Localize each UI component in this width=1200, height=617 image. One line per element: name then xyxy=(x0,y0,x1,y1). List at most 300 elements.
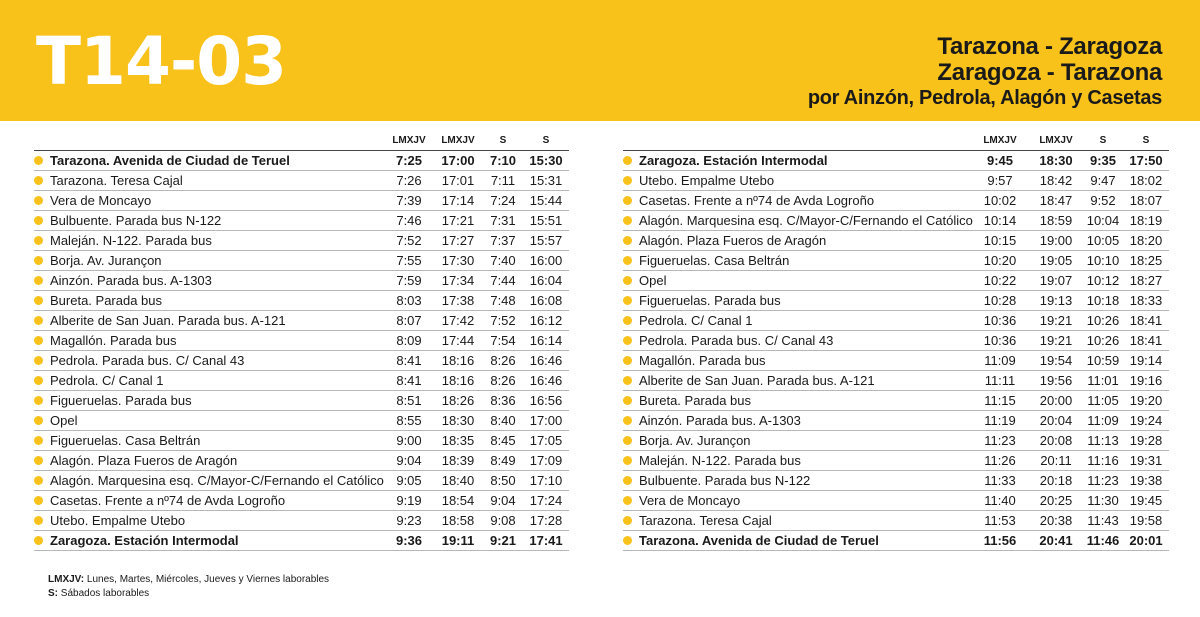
departure-time: 7:46 xyxy=(396,213,422,228)
departure-time: 9:35 xyxy=(1089,153,1117,168)
timetable-row xyxy=(34,251,569,271)
stop-name: Borja. Av. Jurançon xyxy=(50,253,162,268)
departure-time: 9:47 xyxy=(1090,173,1116,188)
column-header: LMXJV xyxy=(392,135,426,146)
legend-text-saturdays: Sábados laborables xyxy=(58,588,150,599)
departure-time: 11:23 xyxy=(984,433,1016,448)
stop-marker-icon xyxy=(623,456,632,465)
departure-time: 11:56 xyxy=(983,533,1017,548)
timetable-row xyxy=(623,271,1169,291)
column-headers xyxy=(34,131,569,150)
departure-time: 17:24 xyxy=(529,493,563,508)
legend-text-weekdays: Lunes, Martes, Miércoles, Jueves y Viernes laborables xyxy=(84,574,330,585)
departure-time: 11:11 xyxy=(984,373,1016,388)
departure-time: 20:08 xyxy=(1039,433,1073,448)
stop-marker-icon xyxy=(34,476,43,485)
stop-name: Zaragoza. Estación Intermodal xyxy=(50,533,239,548)
stop-name: Casetas. Frente a nº74 de Avda Logroño xyxy=(639,193,875,208)
legend-note-saturdays xyxy=(48,587,329,601)
stop-marker-icon xyxy=(34,316,43,325)
departure-time: 10:05 xyxy=(1086,233,1120,248)
departure-time: 18:59 xyxy=(1039,213,1073,228)
departure-time: 16:04 xyxy=(529,273,563,288)
legend-note-weekdays xyxy=(48,573,329,587)
departure-time: 7:24 xyxy=(490,193,516,208)
column-header: S xyxy=(499,135,507,146)
stop-marker-icon xyxy=(34,536,43,545)
departure-time: 20:25 xyxy=(1039,493,1073,508)
stop-marker-icon xyxy=(34,416,43,425)
departure-time: 20:18 xyxy=(1039,473,1073,488)
departure-time: 17:44 xyxy=(441,333,475,348)
departure-time: 18:42 xyxy=(1039,173,1073,188)
stop-marker-icon xyxy=(623,516,632,525)
departure-time: 10:18 xyxy=(1086,293,1120,308)
stop-name: Tarazona. Teresa Cajal xyxy=(50,173,183,188)
departure-time: 19:56 xyxy=(1039,373,1073,388)
departure-time: 8:26 xyxy=(490,353,516,368)
departure-time: 18:07 xyxy=(1129,193,1163,208)
timetable-row xyxy=(34,291,569,311)
departure-time: 10:59 xyxy=(1086,353,1120,368)
timetable-row xyxy=(623,251,1169,271)
timetable-row xyxy=(34,271,569,291)
departure-time: 11:40 xyxy=(984,493,1016,508)
departure-time: 11:19 xyxy=(984,413,1016,428)
legend-notes xyxy=(48,573,329,601)
stop-name: Bureta. Parada bus xyxy=(50,293,163,308)
departure-time: 18:35 xyxy=(441,433,475,448)
stop-marker-icon xyxy=(34,396,43,405)
stop-name: Utebo. Empalme Utebo xyxy=(50,513,186,528)
departure-time: 8:55 xyxy=(396,413,422,428)
timetable-row xyxy=(623,351,1169,371)
stop-name: Bulbuente. Parada bus N-122 xyxy=(639,473,811,488)
departure-time: 8:26 xyxy=(490,373,516,388)
column-header: S xyxy=(542,135,550,146)
stop-marker-icon xyxy=(623,336,632,345)
departure-time: 7:31 xyxy=(490,213,516,228)
timetable-row xyxy=(34,431,569,451)
departure-time: 15:51 xyxy=(529,213,563,228)
stop-marker-icon xyxy=(623,496,632,505)
stop-marker-icon xyxy=(34,436,43,445)
timetable-row xyxy=(34,311,569,331)
timetable-row xyxy=(34,171,569,191)
stop-marker-icon xyxy=(623,196,632,205)
departure-time: 7:40 xyxy=(490,253,516,268)
departure-time: 11:23 xyxy=(1087,473,1119,488)
departure-time: 8:41 xyxy=(396,353,422,368)
stop-name: Figueruelas. Parada bus xyxy=(639,293,781,308)
timetable-row xyxy=(34,231,569,251)
stop-name: Alagón. Plaza Fueros de Aragón xyxy=(50,453,238,468)
departure-time: 7:52 xyxy=(490,313,516,328)
timetable-row xyxy=(34,211,569,231)
timetable-row xyxy=(34,371,569,391)
stop-marker-icon xyxy=(623,256,632,265)
departure-time: 19:20 xyxy=(1129,393,1163,408)
departure-time: 10:20 xyxy=(983,253,1017,268)
departure-time: 17:10 xyxy=(529,473,563,488)
stop-name: Tarazona. Avenida de Ciudad de Teruel xyxy=(50,153,290,168)
stop-name: Zaragoza. Estación Intermodal xyxy=(639,153,828,168)
column-header: S xyxy=(1099,135,1107,146)
stop-name: Maleján. N-122. Parada bus xyxy=(50,233,212,248)
route-title-outbound: Tarazona - Zaragoza xyxy=(937,33,1162,60)
departure-time: 7:52 xyxy=(396,233,422,248)
departure-time: 20:11 xyxy=(1040,453,1072,468)
timetable-row xyxy=(34,150,569,171)
departure-time: 9:05 xyxy=(396,473,422,488)
departure-time: 17:27 xyxy=(441,233,475,248)
departure-time: 19:00 xyxy=(1039,233,1073,248)
stop-marker-icon xyxy=(34,516,43,525)
stop-name: Ainzón. Parada bus. A-1303 xyxy=(50,273,212,288)
stop-name: Pedrola. C/ Canal 1 xyxy=(50,373,164,388)
departure-time: 16:56 xyxy=(529,393,563,408)
stop-name: Vera de Moncayo xyxy=(50,193,152,208)
departure-time: 9:19 xyxy=(396,493,422,508)
departure-time: 10:14 xyxy=(983,213,1017,228)
stop-name: Utebo. Empalme Utebo xyxy=(639,173,775,188)
stop-marker-icon xyxy=(34,256,43,265)
timetable-row xyxy=(34,331,569,351)
departure-time: 8:45 xyxy=(490,433,516,448)
departure-time: 10:10 xyxy=(1086,253,1120,268)
departure-time: 7:39 xyxy=(396,193,422,208)
departure-time: 9:36 xyxy=(395,533,423,548)
departure-time: 9:08 xyxy=(490,513,516,528)
departure-time: 8:40 xyxy=(490,413,516,428)
departure-time: 16:00 xyxy=(529,253,563,268)
departure-time: 7:59 xyxy=(396,273,422,288)
timetable-row xyxy=(34,491,569,511)
timetable-row xyxy=(34,351,569,371)
column-header: LMXJV xyxy=(983,135,1017,146)
departure-time: 17:42 xyxy=(441,313,475,328)
stop-name: Figueruelas. Parada bus xyxy=(50,393,192,408)
departure-time: 8:09 xyxy=(396,333,422,348)
departure-time: 20:00 xyxy=(1039,393,1073,408)
departure-time: 17:00 xyxy=(529,413,563,428)
departure-time: 18:40 xyxy=(441,473,475,488)
departure-time: 18:30 xyxy=(1039,153,1073,168)
timetable-row xyxy=(34,391,569,411)
stop-name: Opel xyxy=(639,273,667,288)
departure-time: 8:36 xyxy=(490,393,516,408)
departure-time: 10:36 xyxy=(983,333,1017,348)
stop-marker-icon xyxy=(34,456,43,465)
departure-time: 19:21 xyxy=(1039,333,1073,348)
departure-time: 19:38 xyxy=(1129,473,1163,488)
stop-marker-icon xyxy=(623,436,632,445)
timetable-row xyxy=(623,291,1169,311)
stop-marker-icon xyxy=(34,356,43,365)
departure-time: 18:02 xyxy=(1129,173,1163,188)
departure-time: 19:31 xyxy=(1129,453,1163,468)
departure-time: 18:27 xyxy=(1129,273,1163,288)
departure-time: 10:04 xyxy=(1086,213,1120,228)
departure-time: 19:45 xyxy=(1129,493,1163,508)
timetable-row xyxy=(623,231,1169,251)
departure-time: 18:47 xyxy=(1039,193,1073,208)
departure-time: 10:12 xyxy=(1086,273,1120,288)
departure-time: 11:46 xyxy=(1086,533,1120,548)
timetable-row xyxy=(623,371,1169,391)
departure-time: 19:13 xyxy=(1039,293,1073,308)
departure-time: 11:26 xyxy=(984,453,1016,468)
departure-time: 19:11 xyxy=(441,533,475,548)
stop-marker-icon xyxy=(623,296,632,305)
departure-time: 17:14 xyxy=(441,193,475,208)
departure-time: 17:50 xyxy=(1129,153,1163,168)
stop-name: Alagón. Marquesina esq. C/Mayor-C/Fernando el Católico xyxy=(50,473,384,488)
departure-time: 7:25 xyxy=(395,153,423,168)
stop-name: Bulbuente. Parada bus N-122 xyxy=(50,213,222,228)
departure-time: 18:58 xyxy=(441,513,475,528)
departure-time: 18:26 xyxy=(441,393,475,408)
stop-marker-icon xyxy=(623,156,632,165)
departure-time: 17:38 xyxy=(441,293,475,308)
departure-time: 11:43 xyxy=(1087,513,1119,528)
departure-time: 19:58 xyxy=(1129,513,1163,528)
stop-name: Vera de Moncayo xyxy=(639,493,741,508)
stop-marker-icon xyxy=(34,216,43,225)
departure-time: 11:15 xyxy=(984,393,1016,408)
departure-time: 17:09 xyxy=(529,453,563,468)
departure-time: 8:41 xyxy=(396,373,422,388)
departure-time: 19:54 xyxy=(1039,353,1073,368)
stop-marker-icon xyxy=(34,276,43,285)
stop-name: Figueruelas. Casa Beltrán xyxy=(639,253,790,268)
departure-time: 17:41 xyxy=(529,533,563,548)
departure-time: 17:01 xyxy=(441,173,475,188)
legend-key-saturdays: S: xyxy=(48,588,58,599)
stop-marker-icon xyxy=(623,396,632,405)
stop-name: Maleján. N-122. Parada bus xyxy=(639,453,801,468)
departure-time: 18:41 xyxy=(1129,313,1163,328)
departure-time: 18:16 xyxy=(441,373,475,388)
timetable-row xyxy=(623,331,1169,351)
departure-time: 15:31 xyxy=(529,173,563,188)
stop-name: Pedrola. Parada bus. C/ Canal 43 xyxy=(639,333,834,348)
legend-key-weekdays: LMXJV: xyxy=(48,574,85,585)
departure-time: 10:28 xyxy=(983,293,1017,308)
stop-name: Tarazona. Teresa Cajal xyxy=(639,513,772,528)
departure-time: 17:00 xyxy=(441,153,475,168)
stop-marker-icon xyxy=(34,156,43,165)
stop-marker-icon xyxy=(34,236,43,245)
timetable-row xyxy=(623,451,1169,471)
route-via: por Ainzón, Pedrola, Alagón y Casetas xyxy=(807,87,1162,109)
departure-time: 19:07 xyxy=(1039,273,1073,288)
departure-time: 16:46 xyxy=(529,353,563,368)
departure-time: 17:34 xyxy=(441,273,475,288)
timetable-row xyxy=(623,491,1169,511)
departure-time: 9:23 xyxy=(396,513,422,528)
stop-name: Pedrola. C/ Canal 1 xyxy=(639,313,753,328)
route-code: T14-03 xyxy=(36,23,287,100)
departure-time: 15:44 xyxy=(529,193,563,208)
column-header: LMXJV xyxy=(441,135,475,146)
stop-name: Alberite de San Juan. Parada bus. A-121 xyxy=(50,313,286,328)
stop-name: Casetas. Frente a nº74 de Avda Logroño xyxy=(50,493,286,508)
departure-time: 18:25 xyxy=(1129,253,1163,268)
departure-time: 19:14 xyxy=(1129,353,1163,368)
timetable-row xyxy=(34,531,569,551)
departure-time: 9:00 xyxy=(396,433,422,448)
stop-name: Alagón. Marquesina esq. C/Mayor-C/Fernando el Católico xyxy=(639,213,973,228)
departure-time: 11:13 xyxy=(1087,433,1119,448)
timetable-row xyxy=(623,211,1169,231)
stop-marker-icon xyxy=(623,316,632,325)
departure-time: 18:20 xyxy=(1129,233,1163,248)
departure-time: 20:01 xyxy=(1129,533,1163,548)
departure-time: 9:45 xyxy=(986,153,1014,168)
departure-time: 8:50 xyxy=(490,473,516,488)
stop-name: Ainzón. Parada bus. A-1303 xyxy=(639,413,801,428)
departure-time: 16:08 xyxy=(529,293,563,308)
departure-time: 10:22 xyxy=(983,273,1017,288)
departure-time: 17:28 xyxy=(529,513,563,528)
departure-time: 20:41 xyxy=(1039,533,1073,548)
stop-marker-icon xyxy=(623,536,632,545)
timetable-outbound xyxy=(34,131,569,551)
header-banner xyxy=(0,0,1200,121)
departure-time: 20:38 xyxy=(1039,513,1073,528)
departure-time: 19:16 xyxy=(1129,373,1163,388)
departure-time: 8:51 xyxy=(396,393,422,408)
departure-time: 9:57 xyxy=(987,173,1013,188)
timetable-row xyxy=(34,471,569,491)
departure-time: 7:54 xyxy=(490,333,516,348)
departure-time: 11:01 xyxy=(1087,373,1119,388)
stop-marker-icon xyxy=(623,476,632,485)
departure-time: 9:21 xyxy=(489,533,517,548)
timetable-row xyxy=(623,191,1169,211)
departure-time: 10:26 xyxy=(1086,313,1120,328)
departure-time: 7:55 xyxy=(396,253,422,268)
stop-name: Bureta. Parada bus xyxy=(639,393,752,408)
departure-time: 16:46 xyxy=(529,373,563,388)
timetable-row xyxy=(623,411,1169,431)
timetable-row xyxy=(34,511,569,531)
departure-time: 18:41 xyxy=(1129,333,1163,348)
departure-time: 10:02 xyxy=(983,193,1017,208)
route-title-inbound: Zaragoza - Tarazona xyxy=(937,59,1162,86)
departure-time: 20:04 xyxy=(1039,413,1073,428)
stop-marker-icon xyxy=(34,336,43,345)
departure-time: 8:03 xyxy=(396,293,422,308)
departure-time: 15:30 xyxy=(529,153,563,168)
departure-time: 19:28 xyxy=(1129,433,1163,448)
departure-time: 9:52 xyxy=(1090,193,1116,208)
departure-time: 19:05 xyxy=(1039,253,1073,268)
timetable-row xyxy=(34,191,569,211)
stop-marker-icon xyxy=(623,376,632,385)
timetable-row xyxy=(34,451,569,471)
timetable-row xyxy=(623,391,1169,411)
stop-marker-icon xyxy=(623,216,632,225)
stop-marker-icon xyxy=(623,356,632,365)
timetable-row xyxy=(623,471,1169,491)
departure-time: 7:48 xyxy=(490,293,516,308)
departure-time: 10:36 xyxy=(983,313,1017,328)
departure-time: 11:33 xyxy=(984,473,1016,488)
timetable-row xyxy=(623,511,1169,531)
departure-time: 15:57 xyxy=(529,233,563,248)
stop-name: Magallón. Parada bus xyxy=(50,333,177,348)
stop-marker-icon xyxy=(34,496,43,505)
timetable-row xyxy=(623,431,1169,451)
departure-time: 11:16 xyxy=(1087,453,1119,468)
departure-time: 7:11 xyxy=(490,173,516,188)
departure-time: 17:30 xyxy=(441,253,475,268)
departure-time: 9:04 xyxy=(490,493,516,508)
departure-time: 9:04 xyxy=(396,453,422,468)
departure-time: 17:21 xyxy=(441,213,475,228)
stop-marker-icon xyxy=(34,296,43,305)
stop-marker-icon xyxy=(34,376,43,385)
stop-name: Pedrola. Parada bus. C/ Canal 43 xyxy=(50,353,245,368)
departure-time: 18:30 xyxy=(441,413,475,428)
departure-time: 11:09 xyxy=(1087,413,1119,428)
timetable-row xyxy=(623,150,1169,171)
departure-time: 18:39 xyxy=(441,453,475,468)
departure-time: 16:14 xyxy=(529,333,563,348)
timetable-row xyxy=(623,171,1169,191)
departure-time: 19:24 xyxy=(1129,413,1163,428)
column-header: LMXJV xyxy=(1039,135,1073,146)
departure-time: 11:05 xyxy=(1087,393,1119,408)
stop-marker-icon xyxy=(623,236,632,245)
departure-time: 16:12 xyxy=(529,313,563,328)
departure-time: 11:53 xyxy=(984,513,1016,528)
departure-time: 7:26 xyxy=(396,173,422,188)
stop-name: Alberite de San Juan. Parada bus. A-121 xyxy=(639,373,875,388)
column-headers xyxy=(623,131,1169,150)
route-titles xyxy=(808,34,1162,110)
stop-name: Opel xyxy=(50,413,78,428)
departure-time: 11:09 xyxy=(984,353,1016,368)
stop-name: Alagón. Plaza Fueros de Aragón xyxy=(639,233,827,248)
departure-time: 17:05 xyxy=(529,433,563,448)
departure-time: 11:30 xyxy=(1087,493,1119,508)
column-header: S xyxy=(1142,135,1150,146)
departure-time: 8:07 xyxy=(396,313,422,328)
timetable-row xyxy=(623,531,1169,551)
departure-time: 18:19 xyxy=(1129,213,1163,228)
departure-time: 10:26 xyxy=(1086,333,1120,348)
timetable-row xyxy=(623,311,1169,331)
departure-time: 10:15 xyxy=(983,233,1017,248)
timetable-inbound xyxy=(623,131,1169,551)
departure-time: 7:10 xyxy=(489,153,517,168)
stop-marker-icon xyxy=(34,176,43,185)
stop-name: Figueruelas. Casa Beltrán xyxy=(50,433,201,448)
stop-name: Borja. Av. Jurançon xyxy=(639,433,751,448)
stop-marker-icon xyxy=(623,276,632,285)
departure-time: 7:37 xyxy=(490,233,516,248)
stop-name: Magallón. Parada bus xyxy=(639,353,766,368)
departure-time: 18:54 xyxy=(441,493,475,508)
departure-time: 7:44 xyxy=(490,273,516,288)
stop-marker-icon xyxy=(623,416,632,425)
stop-marker-icon xyxy=(623,176,632,185)
departure-time: 8:49 xyxy=(490,453,516,468)
departure-time: 18:16 xyxy=(441,353,475,368)
